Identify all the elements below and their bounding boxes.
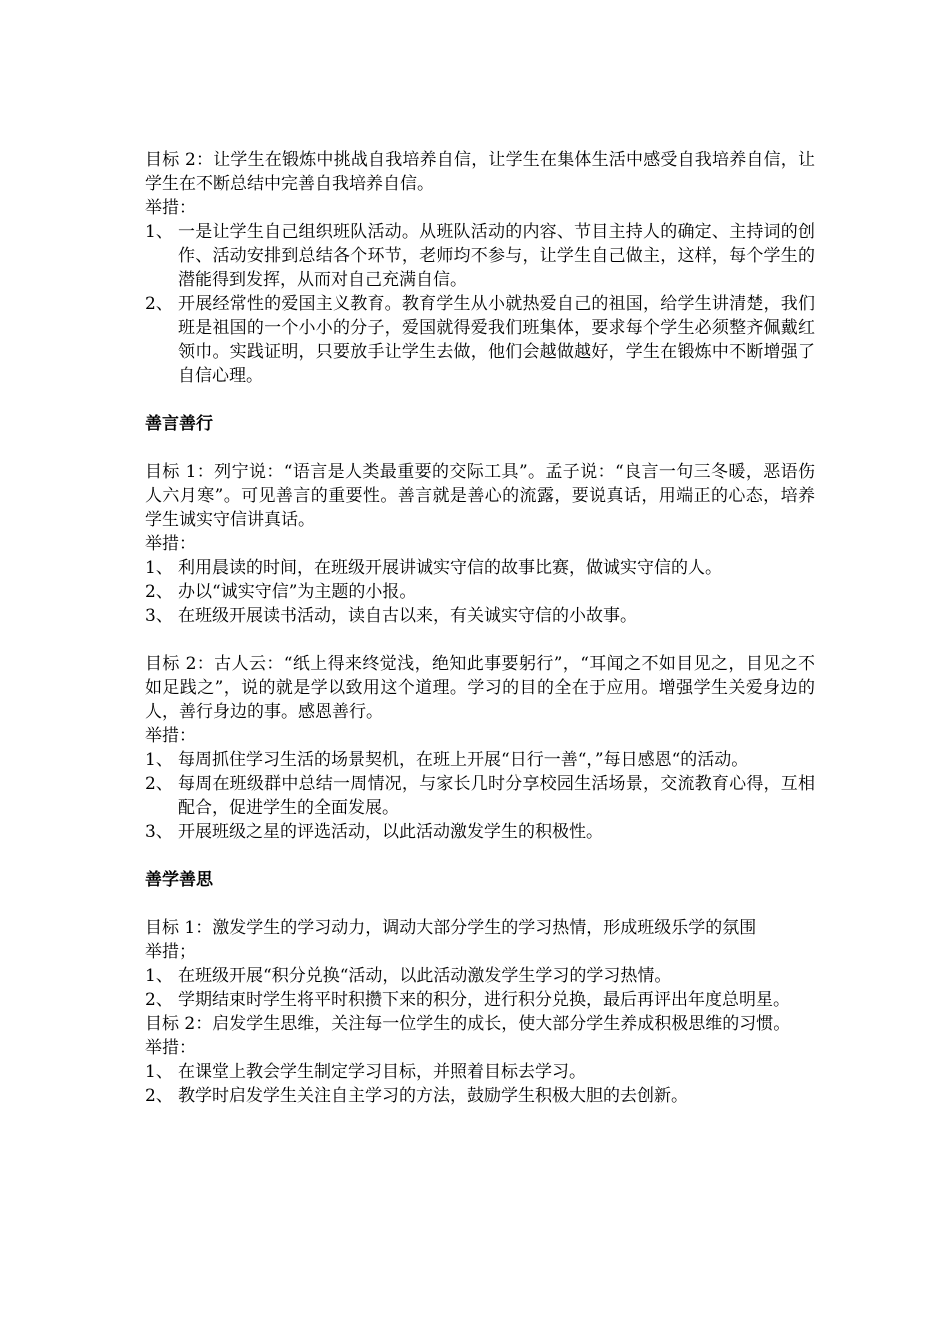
list-text: 在班级开展读书活动，读自古以来，有关诚实守信的小故事。 (178, 606, 637, 626)
list-number: 2、 (145, 774, 173, 794)
document-body (145, 148, 815, 1108)
list-text: 开展班级之星的评选活动，以此活动激发学生的积极性。 (178, 822, 603, 842)
list-number: 2、 (145, 294, 173, 314)
list-text: 一是让学生自己组织班队活动。从班队活动的内容、节目主持人的确定、主持词的创作、活动安排到总结各个环节，老师均不参与，让学生自己做主，这样，每个学生的潜能得到发挥，从而对自己充满自信。 (178, 222, 815, 290)
list-item (145, 1060, 815, 1084)
list-number: 3、 (145, 822, 173, 842)
list-item (145, 1084, 815, 1108)
list-number: 2、 (145, 990, 173, 1010)
section-heading-shanxue: 善学善思 (145, 870, 213, 890)
list-item (145, 292, 815, 388)
list-number: 3、 (145, 606, 173, 626)
list-number: 1、 (145, 750, 173, 770)
list-item (145, 748, 815, 772)
goal-1-text: 目标 1：列宁说：“语言是人类最重要的交际工具”。孟子说：“良言一句三冬暖，恶语伤人六月寒”。可见善言的重要性。善言就是善心的流露，要说真话，用端正的心态，培养学生诚实守信讲真话。 (145, 462, 815, 530)
goal-2-text: 目标 2：古人云：“纸上得来终觉浅，绝知此事要躬行”，“耳闻之不如目见之，目见之不如足践之”，说的就是学以致用这个道理。学习的目的全在于应用。增强学生关爱身边的人，善行身边的事。感恩善行。 (145, 654, 815, 722)
list-item (145, 964, 815, 988)
list-item (145, 556, 815, 580)
list-item (145, 604, 815, 628)
measures-label: 举措； (145, 942, 196, 962)
measures-label: 举措： (145, 726, 196, 746)
measures-label: 举措： (145, 198, 196, 218)
list-number: 1、 (145, 222, 173, 242)
list-item (145, 580, 815, 604)
measures-label: 举措： (145, 1038, 196, 1058)
list-text: 学期结束时学生将平时积攒下来的积分，进行积分兑换，最后再评出年度总明星。 (178, 990, 790, 1010)
list-text: 在班级开展“积分兑换“活动，以此活动激发学生学习的学习热情。 (178, 966, 672, 986)
list-item (145, 988, 815, 1012)
list-item (145, 772, 815, 820)
list-text: 开展经常性的爱国主义教育。教育学生从小就热爱自己的祖国，给学生讲清楚，我们班是祖国的一个小小的分子，爱国就得爱我们班集体，要求每个学生必须整齐佩戴红领巾。实践证明，只要放手让学生去做，他们会越做越好，学生在锻炼中不断增强了自信心理。 (178, 294, 815, 386)
list-number: 2、 (145, 1086, 173, 1106)
measures-label: 举措： (145, 534, 196, 554)
goal-2-text: 目标 2：让学生在锻炼中挑战自我培养自信，让学生在集体生活中感受自我培养自信，让学生在不断总结中完善自我培养自信。 (145, 150, 815, 194)
list-text: 教学时启发学生关注自主学习的方法，鼓励学生积极大胆的去创新。 (178, 1086, 688, 1106)
list-text: 办以“诚实守信”为主题的小报。 (178, 582, 417, 602)
list-number: 1、 (145, 1062, 173, 1082)
list-text: 在课堂上教会学生制定学习目标，并照着目标去学习。 (178, 1062, 586, 1082)
list-number: 2、 (145, 582, 173, 602)
goal-1-text: 目标 1：激发学生的学习动力，调动大部分学生的学习热情，形成班级乐学的氛围 (145, 918, 757, 938)
list-item (145, 220, 815, 292)
list-text: 每周在班级群中总结一周情况，与家长几时分享校园生活场景，交流教育心得，互相配合，促进学生的全面发展。 (178, 774, 815, 818)
list-item (145, 820, 815, 844)
list-text: 每周抓住学习生活的场景契机，在班上开展“日行一善“，”每日感恩“的活动。 (178, 750, 749, 770)
list-number: 1、 (145, 558, 173, 578)
list-number: 1、 (145, 966, 173, 986)
goal-2-text: 目标 2：启发学生思维，关注每一位学生的成长，使大部分学生养成积极思维的习惯。 (145, 1014, 791, 1034)
section-heading-shanyan: 善言善行 (145, 414, 213, 434)
list-text: 利用晨读的时间，在班级开展讲诚实守信的故事比赛，做诚实守信的人。 (178, 558, 722, 578)
